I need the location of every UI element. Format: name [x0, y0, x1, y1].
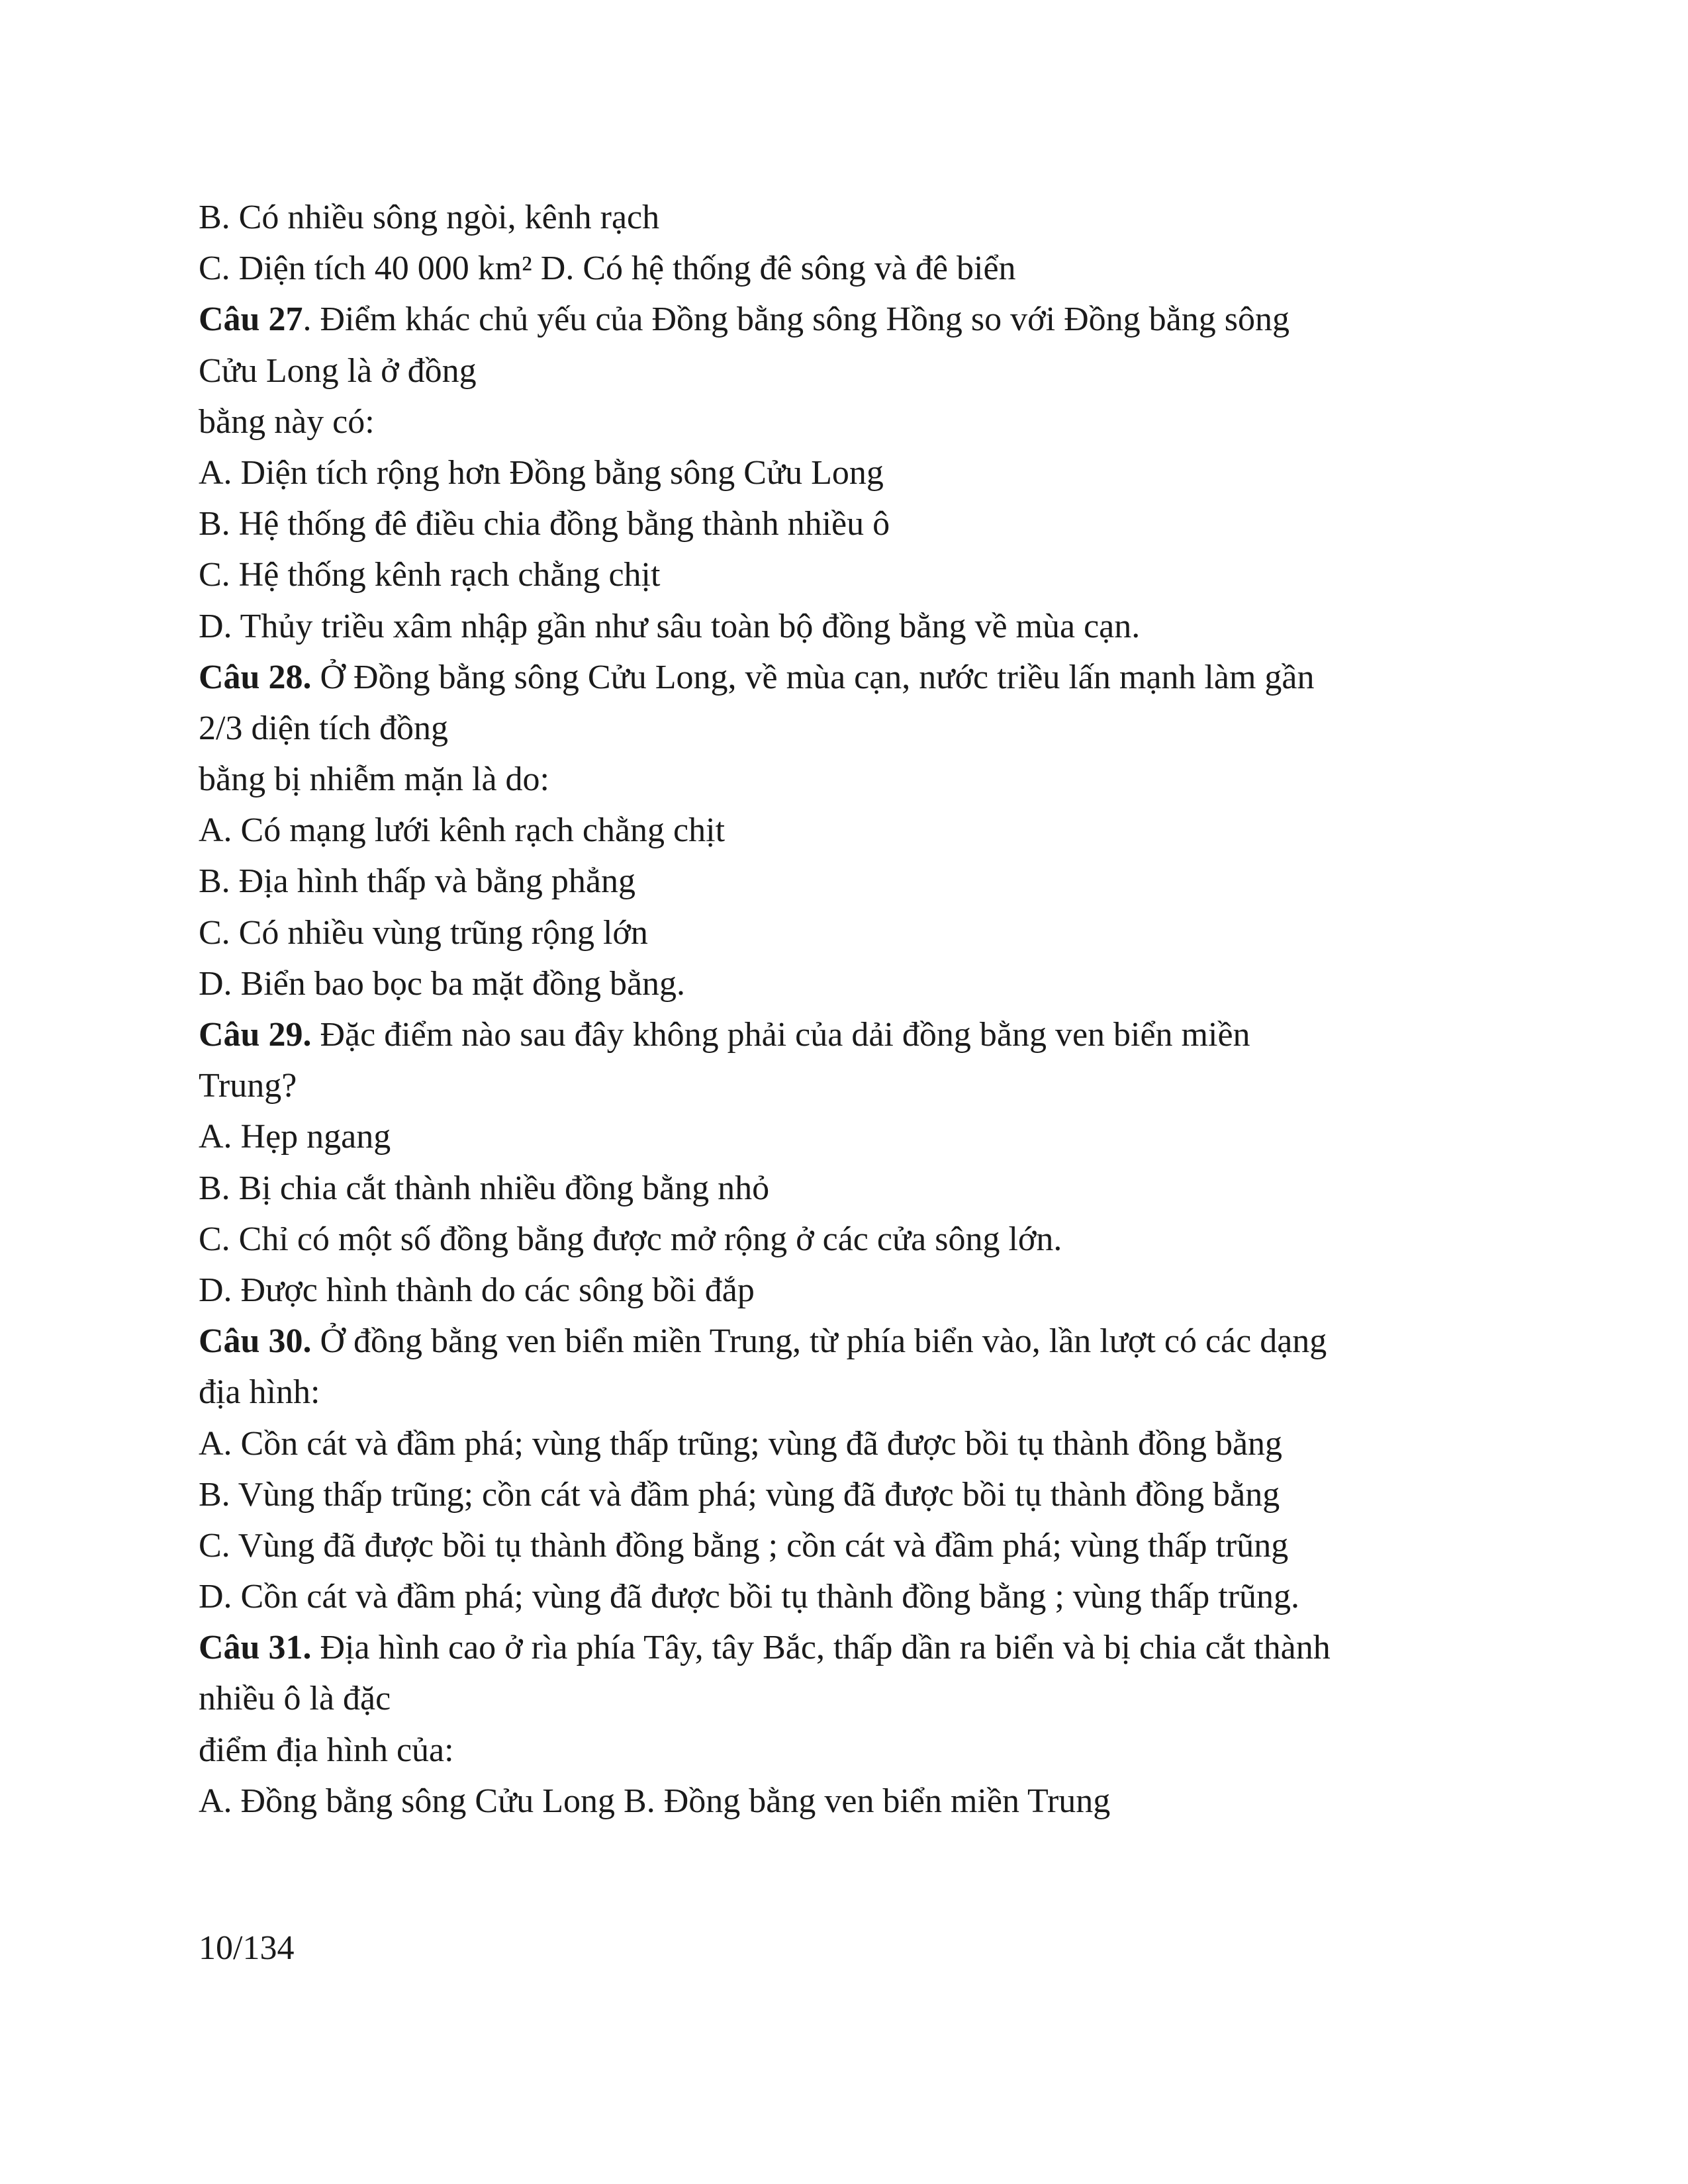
- text-line: [199, 1418, 1509, 1469]
- text-line: [199, 1673, 1509, 1724]
- line-text: C. Hệ thống kênh rạch chằng chịt: [199, 556, 661, 594]
- text-line: [199, 907, 1509, 958]
- line-text: B. Địa hình thấp và bằng phẳng: [199, 862, 635, 901]
- line-text: D. Cồn cát và đầm phá; vùng đã được bồi tụ thành đồng bằng ; vùng thấp trũng.: [199, 1578, 1300, 1616]
- line-text: B. Vùng thấp trũng; cồn cát và đầm phá; vùng đã được bồi tụ thành đồng bằng: [199, 1475, 1280, 1514]
- line-text: 2/3 diện tích đồng: [199, 709, 448, 747]
- text-line: [199, 498, 1509, 549]
- text-line: [199, 243, 1509, 294]
- question-line: [199, 1009, 1509, 1060]
- text-line: [199, 549, 1509, 600]
- line-text: A. Diện tích rộng hơn Đồng bằng sông Cửu Long: [199, 453, 884, 492]
- line-text: B. Bị chia cắt thành nhiều đồng bằng nhỏ: [199, 1169, 770, 1207]
- line-text: A. Có mạng lưới kênh rạch chằng chịt: [199, 811, 726, 850]
- question-line: [199, 294, 1509, 345]
- text-line: [199, 1469, 1509, 1520]
- line-text: B. Có nhiều sông ngòi, kênh rạch: [199, 199, 660, 236]
- text-line: [199, 1520, 1509, 1571]
- question-number: Câu 29.: [199, 1016, 312, 1054]
- text-line: [199, 805, 1509, 856]
- question-number: Câu 27: [199, 300, 303, 339]
- line-text: nhiều ô là đặc: [199, 1680, 391, 1718]
- line-text: Đặc điểm nào sau đây không phải của dải đồng bằng ven biển miền: [311, 1016, 1250, 1054]
- line-text: C. Vùng đã được bồi tụ thành đồng bằng ; cồn cát và đầm phá; vùng thấp trũng: [199, 1526, 1289, 1565]
- question-number: Câu 28.: [199, 658, 312, 696]
- line-text: C. Có nhiều vùng trũng rộng lớn: [199, 913, 648, 952]
- text-line: [199, 1214, 1509, 1265]
- line-text: địa hình:: [199, 1373, 320, 1412]
- line-text: bằng này có:: [199, 402, 375, 441]
- question-number: Câu 31.: [199, 1629, 312, 1667]
- line-text: B. Hệ thống đê điều chia đồng bằng thành nhiều ô: [199, 505, 890, 543]
- text-line: [199, 1265, 1509, 1316]
- line-text: D. Biển bao bọc ba mặt đồng bằng.: [199, 964, 686, 1003]
- line-text: Cửu Long là ở đồng: [199, 351, 477, 390]
- page-number: 10/134: [199, 1929, 295, 1967]
- text-line: [199, 754, 1509, 805]
- text-line: [199, 1060, 1509, 1111]
- line-text: A. Hẹp ngang: [199, 1118, 391, 1156]
- line-text: A. Cồn cát và đầm phá; vùng thấp trũng; vùng đã được bồi tụ thành đồng bằng: [199, 1424, 1283, 1463]
- text-line: [199, 856, 1509, 907]
- question-line: [199, 1622, 1509, 1673]
- text-line: [199, 703, 1509, 754]
- text-line: [199, 1776, 1509, 1827]
- question-line: [199, 652, 1509, 703]
- line-text: D. Được hình thành do các sông bồi đắp: [199, 1271, 755, 1309]
- line-text: Trung?: [199, 1067, 297, 1105]
- text-line: [199, 1163, 1509, 1214]
- question-line: [199, 1316, 1509, 1367]
- document-body: [199, 192, 1509, 1827]
- line-text: Ở Đồng bằng sông Cửu Long, về mùa cạn, nước triều lấn mạnh làm gần: [311, 658, 1315, 696]
- text-line: [199, 1571, 1509, 1622]
- text-line: [199, 345, 1509, 396]
- line-text: Địa hình cao ở rìa phía Tây, tây Bắc, thấp dần ra biển và bị chia cắt thành: [311, 1629, 1331, 1667]
- line-text: Ở đồng bằng ven biển miền Trung, từ phía biển vào, lần lượt có các dạng: [311, 1322, 1327, 1361]
- text-line: [199, 1367, 1509, 1418]
- line-text: A. Đồng bằng sông Cửu Long B. Đồng bằng ven biển miền Trung: [199, 1782, 1111, 1820]
- line-text: bằng bị nhiễm mặn là do:: [199, 760, 550, 799]
- line-text: D. Thủy triều xâm nhập gần như sâu toàn bộ đồng bằng về mùa cạn.: [199, 607, 1141, 645]
- text-line: [199, 958, 1509, 1009]
- text-line: [199, 447, 1509, 498]
- line-text: . Điểm khác chủ yếu của Đồng bằng sông Hồng so với Đồng bằng sông: [303, 300, 1289, 339]
- text-line: [199, 1725, 1509, 1776]
- line-text: điểm địa hình của:: [199, 1731, 454, 1769]
- line-text: C. Diện tích 40 000 km² D. Có hệ thống đê sông và đê biển: [199, 250, 1016, 288]
- line-text: C. Chỉ có một số đồng bằng được mở rộng ở các cửa sông lớn.: [199, 1220, 1062, 1258]
- text-line: [199, 601, 1509, 652]
- text-line: [199, 396, 1509, 447]
- text-line: [199, 192, 1509, 243]
- question-number: Câu 30.: [199, 1322, 312, 1361]
- text-line: [199, 1111, 1509, 1162]
